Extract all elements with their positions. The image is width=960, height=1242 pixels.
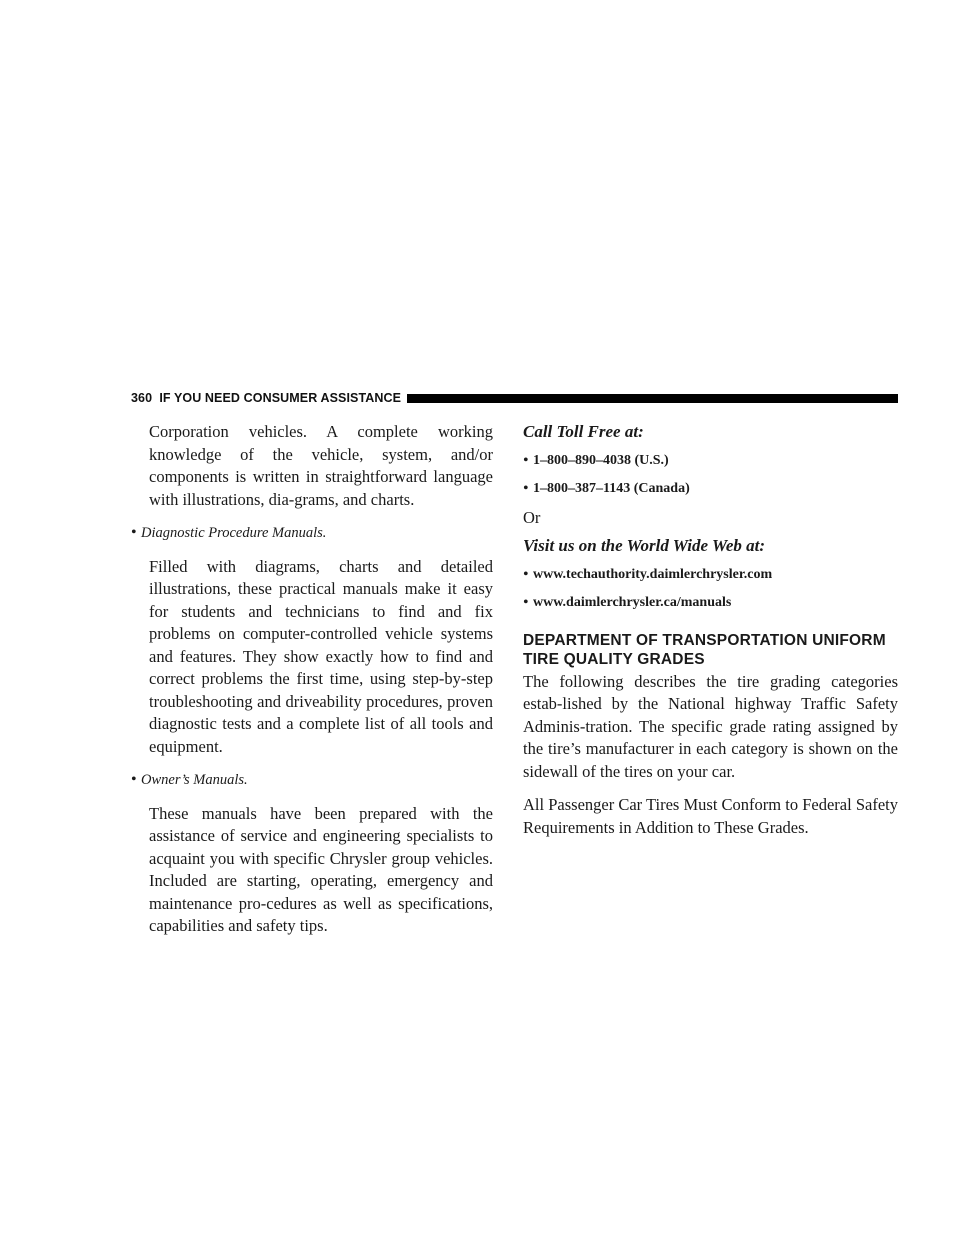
right-column [523, 421, 898, 839]
running-header [131, 391, 898, 405]
website-url: www.techauthority.daimlerchrysler.com [533, 566, 773, 582]
web-heading: Visit us on the World Wide Web at: [523, 536, 765, 555]
header-rule [407, 394, 898, 403]
bullet-icon: • [131, 771, 137, 788]
website-item [523, 564, 898, 587]
phone-number: 1–800–387–1143 (Canada) [533, 481, 690, 496]
section-heading-line1: DEPARTMENT OF TRANSPORTATION UNIFORM [523, 631, 886, 649]
item-description: These manuals have been prepared with the assistance of service and engineering specialists to acquaint you with specific Chrysler group vehicles. Included are starting, operating, emergency and maintenance pro-cedures as well as specifications, capabilities and safety tips. [149, 803, 493, 935]
section-heading-line2: TIRE QUALITY GRADES [523, 650, 705, 668]
bullet-icon: • [523, 451, 529, 469]
or-text: Or [523, 507, 541, 527]
phone-number: 1–800–890–4038 (U.S.) [533, 452, 669, 468]
call-heading: Call Toll Free at: [523, 422, 644, 441]
item-title: Diagnostic Procedure Manuals. [141, 525, 327, 541]
intro-paragraph: Corporation vehicles. A complete working knowledge of the vehicle, system, and/or components is written in straightforward language with illustrations, dia-grams, and charts. [149, 422, 493, 509]
website-url: www.daimlerchrysler.ca/manuals [533, 595, 732, 610]
left-column [131, 421, 493, 938]
website-item [523, 592, 898, 615]
tire-grading-paragraph: The following describes the tire grading categories estab-lished by the National highway Traffic Safety Adminis-tration. The specific grade rating assigned by the tire’s manufacturer in each category is shown on the sidewall of the tires on your car. [523, 671, 898, 781]
bullet-item-diagnostic-manuals [131, 522, 493, 545]
phone-item [523, 450, 898, 473]
item-title: Owner’s Manuals. [141, 772, 248, 788]
item-description: Filled with diagrams, charts and detailed illustrations, these practical manuals make it easy for students and technicians to find and fix problems on computer-controlled vehicle systems and features. They show exactly how to find and correct problems the first time, using step-by-step troubleshooting and driveability procedures, proven diagnostic tests and a complete list of all tools and equipment. [149, 556, 493, 756]
bullet-icon: • [131, 524, 137, 541]
bullet-icon: • [523, 480, 529, 497]
section-title: IF YOU NEED CONSUMER ASSISTANCE [159, 391, 402, 405]
federal-safety-paragraph: All Passenger Car Tires Must Conform to Federal Safety Requirements in Addition to These Grades. [523, 795, 898, 837]
bullet-icon: • [523, 594, 529, 611]
section-heading [523, 631, 898, 669]
phone-item [523, 478, 898, 501]
page-number: 360 [131, 391, 153, 405]
bullet-icon: • [523, 565, 529, 583]
bullet-item-owners-manuals [131, 769, 493, 792]
